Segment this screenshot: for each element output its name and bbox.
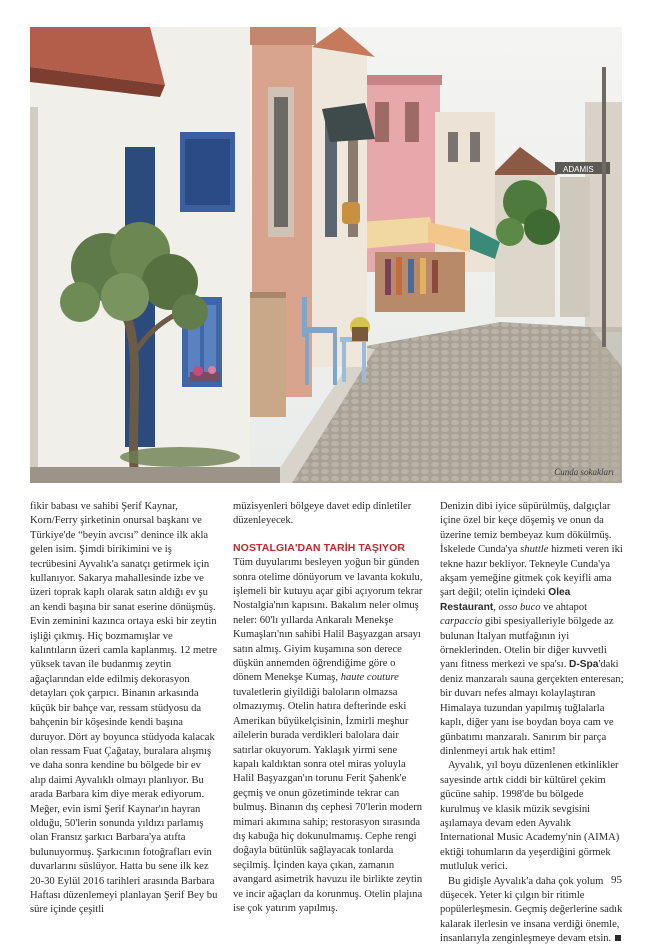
photo-caption: Cunda sokakları [554, 467, 614, 477]
section-subheading: NOSTALGIA'DAN TARİH TAŞIYOR [233, 541, 406, 554]
paragraph: müzisyenleri bölgeye davet edip dinletiler düzenleyecek. [233, 501, 412, 527]
paragraph: Denizin dibi iyice süpürülmüş, dalgıçlar içine özel bir keçe döşemiş ve onun da üzerine temiz bembeyaz kum dökülmüş. İskelede Cunda'ya shuttle hizmeti veren iki tekne hazır bekliyor. Tekneyle Cunda'ya akşam yemeğine gitmek çok keyifli ama şart değil; otelin içindeki Olea Restaurant, osso buco ve ahtapot carpaccio gibi spesiyalleriyle bölgede az bulunan İtalyan mutfağının iyi örneklerinden. Otelin bir diğer kuvvetli yanı fitness merkezi ve spa'sı. D-Spa'daki deniz manzaralı sauna gerçekten enteresan; bir duvarı nefes almayı kolaylaştıran Himalaya tuzundan yapılmış tuğlalarla kaplı, diğer yanı ise boydan boya cam ve günbatımı manzaralı. Sanırım bir parça dinlenmeyi artık hak ettim! [440, 501, 624, 757]
text-column-3 [440, 500, 625, 947]
street-photo [30, 27, 622, 483]
street-sign-text: ADAMIS [563, 165, 594, 174]
paragraph: Tüm duyularımı besleyen yoğun bir günden sonra otelime dönüyorum ve lavanta kokulu, işlemeli bir kutuyu açar gibi açıyorum tekrar Nostalgia'nın kapısını. Bakalım neler olmuş neler: 60'lı yıllarda Ankaralı Menekşe Kumaşları'nın sahibi Halil Başyazgan arsayı satın almış. Giyim kuşamına son derece düşkün annemden öğrendiğime göre o dönem Menekşe Kumaş, haute couture tuvaletlerin giyildiği baloların olmazsa olmazıymış. Otelin hatıra defterinde eski Amerikan büyükelçisinin, İzmirli meşhur ailelerin burada verdikleri balolara dair satırlar okuyorum. Yaklaşık yirmi sene kapalı kaldıktan sonra otel miras yoluyla Halil Başyazgan'ın torunu Ferit Şahenk'e geçmiş ve onun gözetiminde tekrar can bulmuş. Binanın dış cephesi 70'lerin modern mimari akımına sahip; restorasyon sırasında dış kabuğa hiç dokunulmamış. Cephe rengi doğayla bütünlük sağlayacak tonlarda seçilmiş. İçinden kaya çıkan, zamanın avangard asimetrik havuzu ile birlikte zeytin ve incir ağaçları da korunmuş. Otelin plajına ise çok yatırım yapılmış. [233, 557, 423, 914]
paragraph-final: Bu gidişle Ayvalık'a daha çok yolum düşecek. Yeter ki çılgın bir ritimle popülerleşmesin. Geçmiş değerlerine sadık kalarak ilerlesin ve insana verdiği önemle, insanlarıyla zenginleşmeye devam etsin. [440, 875, 623, 945]
street-photo-illustration [30, 27, 622, 483]
page-number: 95 [611, 874, 622, 886]
paragraph: Ayvalık, yıl boyu düzenlenen etkinlikler sayesinde artık ciddi bir kültürel çekim gücüne sahip. 1998'de bu bölgede kurulmuş ve klasik müzik sevgisini aşılamaya devam eden Ayvalık International Music Academy'nin (AIMA) ektiği tohumların da yeşerdiğini görmek mutluluk verici. [440, 760, 620, 873]
paragraph: fikir babası ve sahibi Şerif Kaynar, Korn/Ferry şirketinin onursal başkanı ve Türkiye'de “beyin avcısı” denince ilk akla gelen isim. Şimdi birikimini ve iş tecrübesini Ayvalık'a sanatçı getirmek için kullanıyor. Sakarya mahallesinde izbe ve üzeri toprak kaplı olarak satın aldığı ev şu an kendi başına bir sanat eserine dönüşmüş. Evin zeminini kazınca ortaya eski bir zeytin işliği çıkmış. Hiç bozmamışlar ve kalıntıların üzeri camla kaplanmış. 12 metre yüksek tavan ile budanmış zeytin ağaçlarından elde edilmiş dekorasyon detayları çok çarpıcı. Binanın arkasında küçük bir bahçe var, ressam stüdyosu da bahçenin bir köşesinde kendi başına duruyor. Dört ay boyunca stüdyoda kalacak olan ressam Fuat Çağatay, buralara alışmış ve daha sonra kendine bu bölgede bir ev alıp daimi Ayvalıklı olmayı planlıyor. Bu arada Barbara kim diye merak ediyorum. Meğer, evin ismi Şerif Kaynar'ın hayran olduğu, 50'lerin sonunda yıldızı parlamış olan Fransız şarkıcı Barbara'ya atıfta bulunuyormuş. Şarkıcının fotoğrafları evin duvarlarını süslüyor. Hatta bu sene ilk kez 20-30 Eylül 2016 tarihleri arasında Barbara Haftası düzenlemeyi planlayan Şerif Bey bu süre içinde çeşitli [30, 501, 218, 916]
end-mark-icon [615, 935, 621, 941]
restaurant-name: Olea Restaurant [440, 587, 571, 613]
text-column-1 [30, 500, 218, 918]
spa-name: D-Spa [569, 659, 599, 671]
text-column-2 [233, 500, 425, 916]
